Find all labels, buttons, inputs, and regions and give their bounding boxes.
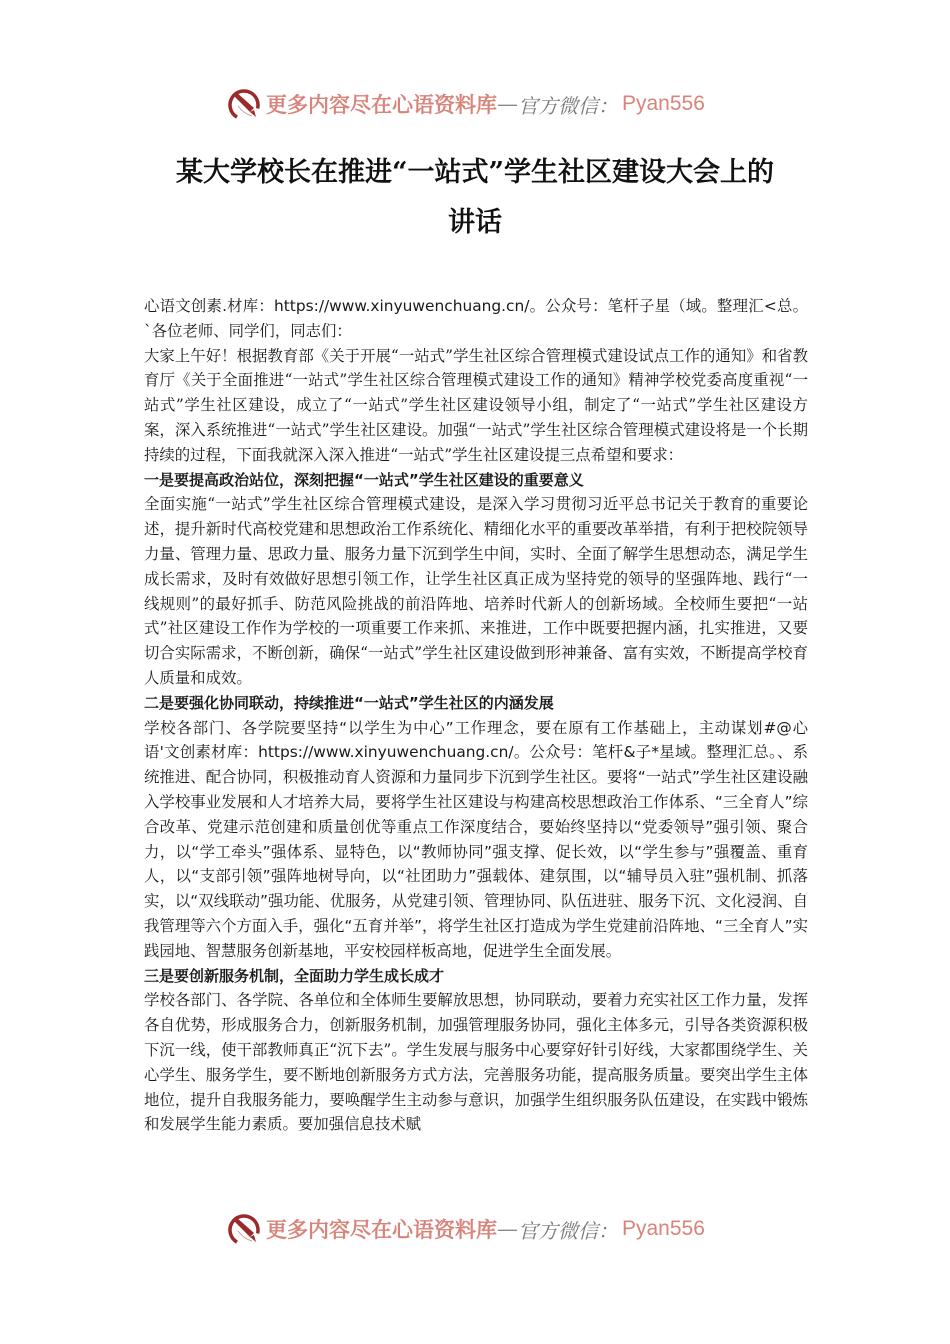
watermark-dash: —	[497, 1217, 518, 1241]
quill-pen-logo-icon	[226, 86, 262, 122]
watermark-dash: —	[497, 92, 518, 116]
watermark-handle: Pyan556	[622, 1217, 705, 1240]
paragraph-section-2: 学校各部门、各学院要坚持“以学生为中心”工作理念，要在原有工作基础上，主动谋划#@心语'文创素材库：https://www.xinyuwenchuang.cn/。公众号：笔杆&子*星域。整理汇总。、系统推进、配合协同，积极推动育人资源和力量同步下沉到学生社区。要将“一站式”学生社区建设融入学校事业发展和人才培养大局，要将学生社区建设与构建高校思想政治工作体系、“三全育人”综合改革、党建示范创建和质量创优等重点工作深度结合，要始终坚持以“党委领导”强引领、聚合力，以“学工牵头”强体系、显特色，以“教师协同”强支撑、促长效，以“学生参与”强覆盖、重育人，以“支部引领”强阵地树导向，以“社团助力”强载体、建氛围，以“辅导员入驻”强机制、抓落实，以“双线联动”强功能、优服务，从党建引领、管理协同、队伍进驻、服务下沉、文化浸润、自我管理等六个方面入手，强化“五育并举”，将学生社区打造成为学生党建前沿阵地、“三全育人”实践园地、智慧服务创新基地，平安校园样板高地，促进学生全面发展。	[144, 718, 808, 960]
title-line-1: 某大学校长在推进“一站式”学生社区建设大会上的	[175, 157, 775, 188]
paragraph-opening: 大家上午好！根据教育部《关于开展“一站式”学生社区综合管理模式建设试点工作的通知》和省教育厅《关于全面推进“一站式”学生社区综合管理模式建设工作的通知》精神学校党委高度重视“一站式”学生社区建设，成立了“一站式”学生社区建设领导小组，制定了“一站式”学生社区建设方案，深入系统推进“一站式”学生社区建设。加强“一站式”学生社区综合管理模式建设将是一个长期持续的过程，下面我就深入深入推进“一站式”学生社区建设提三点希望和要求：	[144, 346, 808, 464]
document-title	[140, 148, 810, 248]
paragraph-section-3: 学校各部门、各学院、各单位和全体师生要解放思想，协同联动，要着力充实社区工作力量，发挥各自优势，形成服务合力，创新服务机制，加强管理服务协同，强化主体多元，引导各类资源积极下沉一线，使干部教师真正“沉下去”。学生发展与服务中心要穿好针引好线，大家都围绕学生、关心学生、服务学生，要不断地创新服务方式方法，完善服务功能，提高服务质量。要突出学生主体地位，提升自我服务能力，要唤醒学生主动参与意识，加强学生组织服务队伍建设，在实践中锻炼和发展学生能力素质。要加强信息技术赋	[144, 991, 808, 1134]
paragraph-section-1: 全面实施“一站式”学生社区综合管理模式建设，是深入学习贯彻习近平总书记关于教育的重要论述，提升新时代高校党建和思想政治工作系统化、精细化水平的重要改革举措，有利于把校院领导力量、管理力量、思政力量、服务力量下沉到学生中间，实时、全面了解学生思想动态，满足学生成长需求，及时有效做好思想引领工作，让学生社区真正成为坚持党的领导的坚强阵地、践行“一线规则”的最好抓手、防范风险挑战的前沿阵地、培养时代新人的创新场域。全校师生要把“一站式”社区建设工作作为学校的一项重要工作来抓、来推进，工作中既要把握内涵，扎实推进，又要切合实际需求，不断创新，确保“一站式”学生社区建设做到形神兼备、富有实效，不断提高学校育人质量和成效。	[144, 495, 808, 687]
watermark-main-text: 更多内容尽在心语资料库	[266, 1218, 497, 1242]
section-heading-2: 二是要强化协同联动，持续推进“一站式”学生社区的内涵发展	[144, 693, 554, 712]
watermark-main-text: 更多内容尽在心语资料库	[266, 93, 497, 117]
watermark-banner-bottom	[226, 1207, 726, 1251]
paragraph-intro-watermark: 心语文创素.材库：https://www.xinyuwenchuang.cn/。公众号：笔杆子星（域。整理汇<总。`各位老师、同学们，同志们：	[144, 297, 808, 340]
section-heading-3: 三是要创新服务机制，全面助力学生成长成才	[144, 966, 445, 985]
title-line-2: 讲话	[448, 207, 502, 238]
section-heading-1: 一是要提高政治站位，深刻把握“一站式”学生社区建设的重要意义	[144, 470, 584, 489]
watermark-handle: Pyan556	[622, 92, 705, 115]
watermark-label: 官方微信：	[518, 1218, 618, 1243]
quill-pen-logo-icon	[226, 1211, 262, 1247]
document-body	[144, 294, 808, 1137]
watermark-banner-top	[226, 82, 726, 126]
watermark-label: 官方微信：	[518, 93, 618, 118]
